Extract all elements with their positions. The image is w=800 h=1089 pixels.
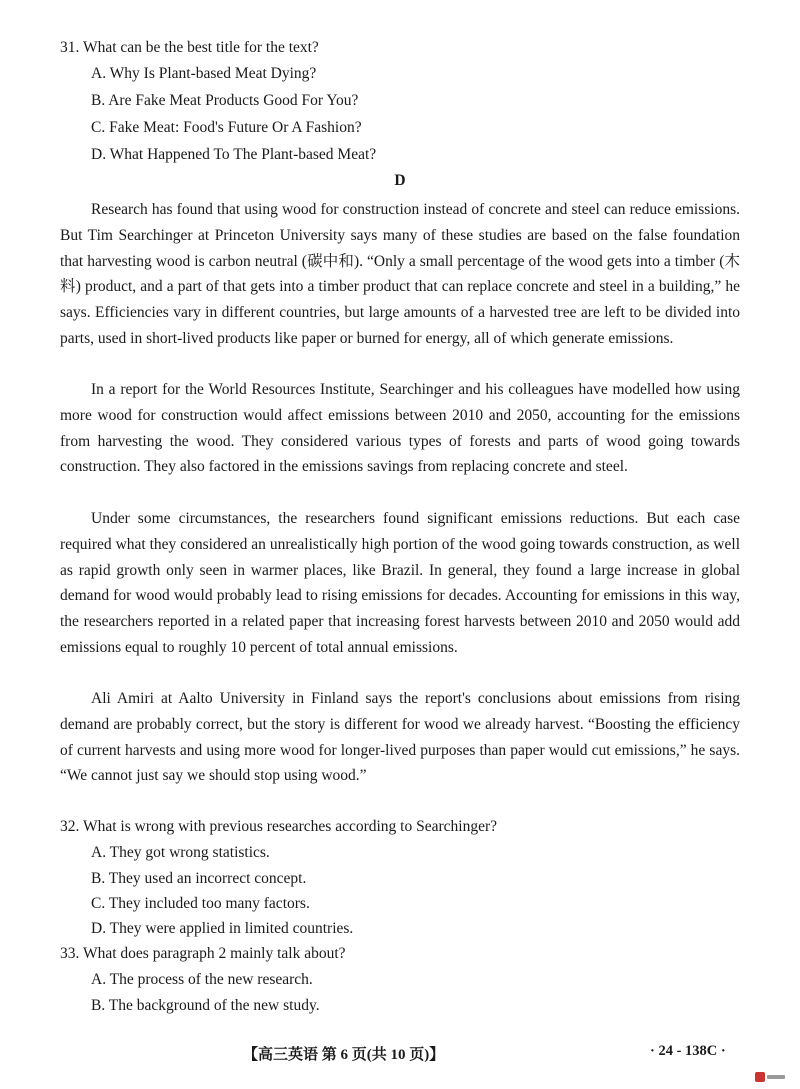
paragraph-1: Research has found that using wood for construction instead of concrete and steel can reduce emissions. But Tim Searchinger at Princeton University says many of these studies are based on the false foundation that harvesting wood is carbon neutral (碳中和). “Only a small percentage of the wood gets into a timber (木料) product, and a part of that gets into a timber product that can replace concrete and steel in a building,” he says. Efficiencies vary in different countries, but large amounts of a harvested tree are left to be divided into parts, used in short-lived products like paper or burned for energy, all of which generate emissions. (60, 201, 740, 347)
question-31-option-d: D. What Happened To The Plant-based Meat? (91, 146, 377, 163)
footer-exam-code: · 24 - 138C · (650, 1043, 726, 1059)
question-31-option-a: A. Why Is Plant-based Meat Dying? (91, 65, 317, 82)
question-32-option-b: B. They used an incorrect concept. (91, 870, 307, 887)
paragraph-4: Ali Amiri at Aalto University in Finland says the report's conclusions about emissions from rising demand are probably correct, but the story is different for wood we already harvest. “Boosting the efficiency of current harvests and using more wood for longer-lived purposes than paper would cut emissions,” he says. “We cannot just say we should stop using wood.” (60, 690, 740, 785)
section-title: D (394, 172, 406, 189)
question-32-option-c: C. They included too many factors. (91, 895, 310, 912)
question-32: 32. What is wrong with previous researches according to Searchinger? (60, 818, 498, 835)
question-33-option-a: A. The process of the new research. (91, 971, 313, 988)
question-31-option-b: B. Are Fake Meat Products Good For You? (91, 92, 359, 109)
paragraph-3: Under some circumstances, the researchers found significant emissions reductions. But each case required what they considered an unrealistically high portion of the wood going towards construction, as well as rapid growth only seen in warmer places, like Brazil. In general, they found a large increase in global demand for wood would probably lead to rising emissions for decades. Accounting for emissions in this way, the researchers reported in a related paper that increasing forest harvests between 2010 and 2050 would add emissions equal to roughly 10 percent of total annual emissions. (60, 510, 740, 656)
watermark-logo-icon (755, 1071, 787, 1083)
footer-page-info: 【高三英语 第 6 页(共 10 页)】 (243, 1047, 445, 1063)
question-31: 31. What can be the best title for the text? (60, 39, 319, 56)
question-32-option-a: A. They got wrong statistics. (91, 844, 270, 861)
paragraph-2: In a report for the World Resources Institute, Searchinger and his colleagues have modelled how using more wood for construction would affect emissions between 2010 and 2050, accounting for the emissions from harvesting the wood. They considered various types of forests and parts of wood going towards construction. They also factored in the emissions savings from replacing concrete and steel. (60, 381, 740, 476)
question-33-option-b: B. The background of the new study. (91, 997, 320, 1014)
question-33: 33. What does paragraph 2 mainly talk about? (60, 945, 346, 962)
question-31-option-c: C. Fake Meat: Food's Future Or A Fashion? (91, 119, 362, 136)
question-32-option-d: D. They were applied in limited countries. (91, 920, 354, 937)
